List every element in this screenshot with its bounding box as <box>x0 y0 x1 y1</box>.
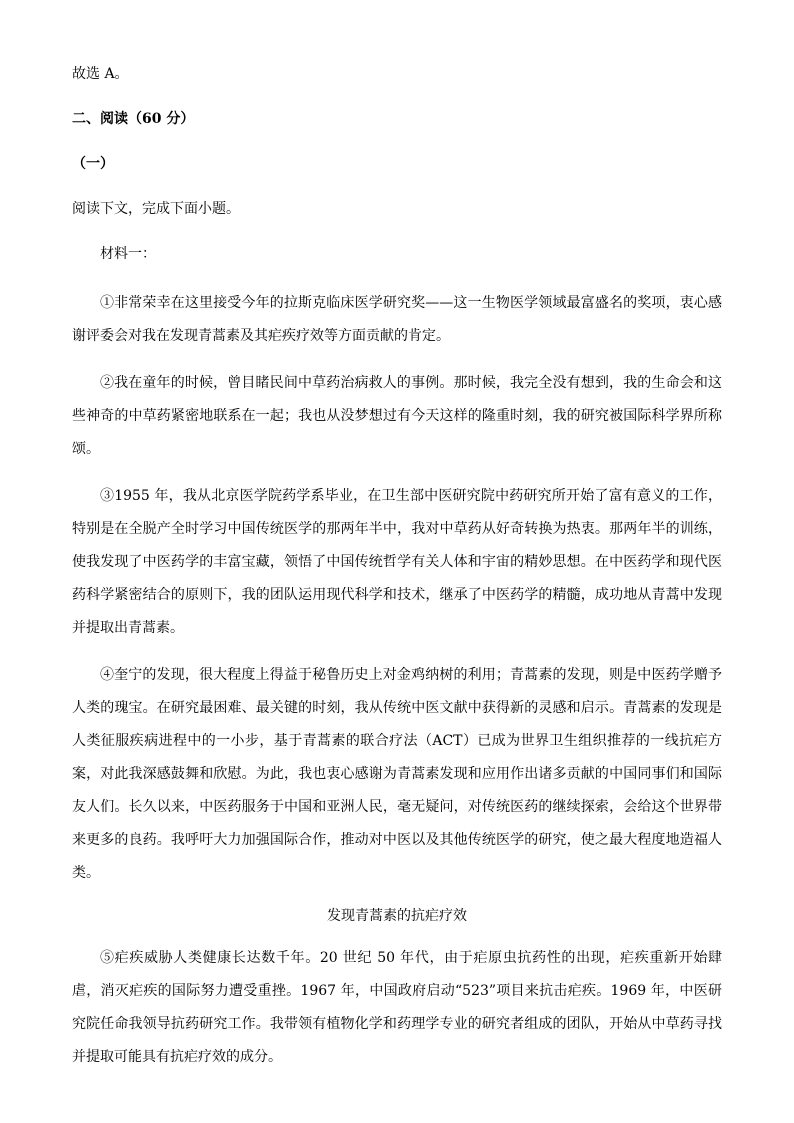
paragraph-4: ④奎宁的发现，很大程度上得益于秘鲁历史上对金鸡纳树的利用；青蒿素的发现，则是中医药学赠予人类的瑰宝。在研究最困难、最关键的时刻，我从传统中医文献中获得新的灵感和启示。青蒿素的发现是人类征服疾病进程中的一小步，基于青蒿素的联合疗法（ACT）已成为世界卫生组织推荐的一线抗疟方案，对此我深感鼓舞和欣慰。为此，我也衷心感谢为青蒿素发现和应用作出诸多贡献的中国同事们和国际友人们。长久以来，中医药服务于中国和亚洲人民，毫无疑问，对传统医药的继续探索，会给这个世界带来更多的良药。我呼吁大力加强国际合作，推动对中医以及其他传统医学的研究，使之最大程度地造福人类。 <box>72 667 722 881</box>
section-heading: 二、阅读（60 分） <box>72 111 195 127</box>
subsection-heading: （一） <box>72 156 114 172</box>
material-label: 材料一： <box>100 246 156 262</box>
paragraph-3: ③1955 年，我从北京医学院药学系毕业，在卫生部中医研究院中药研究所开始了富有意义的工作，特别是在全脱产全时学习中国传统医学的那两年半中，我对中草药从好奇转换为热衷。那两年半的训练，使我发现了中医药学的丰富宝藏，领悟了中国传统哲学有关人体和宇宙的精妙思想。在中医药学和现代医药科学紧密结合的原则下，我的团队运用现代科学和技术，继承了中医药学的精髓，成功地从青蒿中发现并提取出青蒿素。 <box>72 488 722 636</box>
answer-line: 故选 A。 <box>72 66 129 82</box>
paragraph-1: ①非常荣幸在这里接受今年的拉斯克临床医学研究奖——这一生物医学领域最富盛名的奖项，衷心感谢评委会对我在发现青蒿素及其疟疾疗效等方面贡献的肯定。 <box>72 295 722 344</box>
instruction-text: 阅读下文，完成下面小题。 <box>72 201 240 217</box>
document-page <box>72 62 722 1074</box>
section-title: 发现青蒿素的抗疟疗效 <box>327 908 467 924</box>
paragraph-2: ②我在童年的时候，曾目睹民间中草药治病救人的事例。那时候，我完全没有想到，我的生命会和这些神奇的中草药紧密地联系在一起；我也从没梦想过有今天这样的隆重时刻，我的研究被国际科学界所称颂。 <box>72 375 722 457</box>
paragraph-5: ⑤疟疾威胁人类健康长达数千年。20 世纪 50 年代，由于疟原虫抗药性的出现，疟疾重新开始肆虐，消灭疟疾的国际努力遭受重挫。1967 年，中国政府启动“523”项目来抗击疟疾。1969 年，中医研究院任命我领导抗药研究工作。我带领有植物化学和药理学专业的研究者组成的团队，开始从中草药寻找并提取可能具有抗疟疗效的成分。 <box>72 950 722 1065</box>
